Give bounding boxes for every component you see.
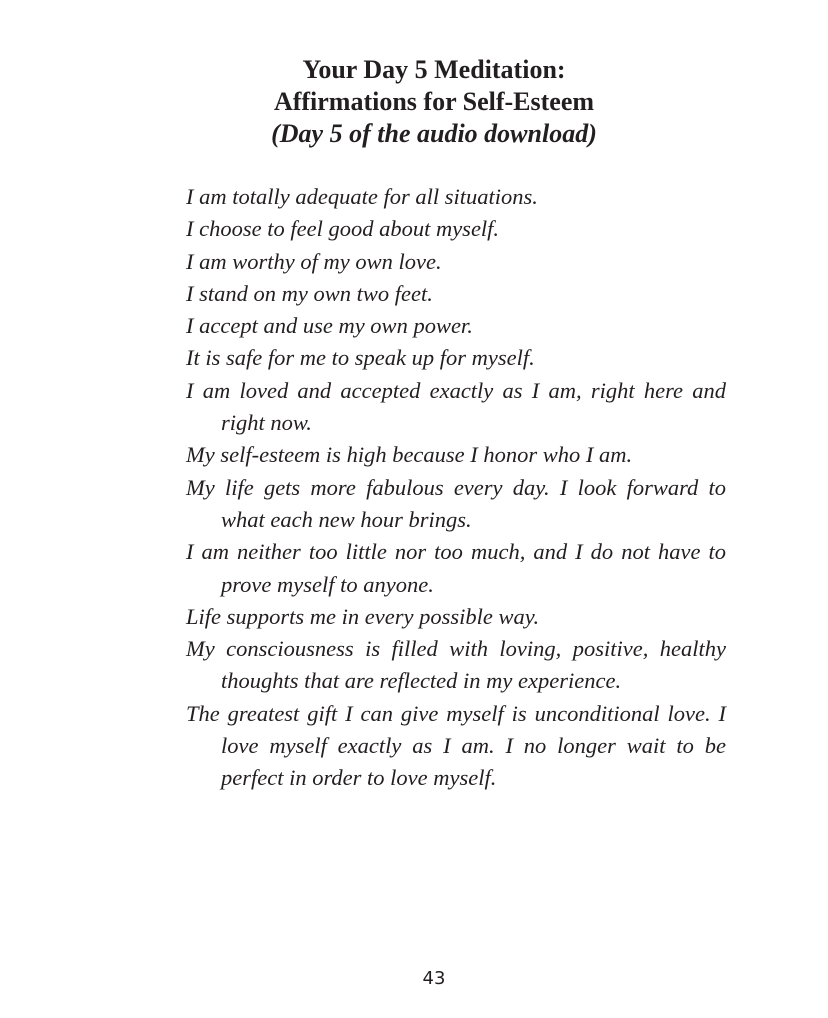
page-title-block: [0, 54, 828, 150]
affirmation: I am neither too little nor too much, and I do not have to prove myself to anyone.: [186, 539, 726, 597]
affirmation: I am totally adequate for all situations.: [186, 184, 538, 209]
page-subtitle-note: (Day 5 of the audio download): [271, 119, 597, 148]
affirmation: I accept and use my own power.: [186, 313, 473, 339]
affirmation: The greatest gift I can give myself is unconditional love. I love myself exactly as I am. I no longer wait to be perfect in order to love myself.: [186, 700, 726, 791]
affirmation: My life gets more fabulous every day. I look forward to what each new hour brings.: [186, 474, 726, 532]
affirmation: I am worthy of my own love.: [186, 248, 442, 274]
affirmation: It is safe for me to speak up for myself.: [186, 345, 535, 371]
page-subtitle: Affirmations for Self-Esteem: [273, 87, 595, 116]
affirmations-list: [186, 181, 726, 795]
affirmation: I choose to feel good about myself.: [186, 216, 500, 242]
affirmation: My self-esteem is high because I honor who I am.: [186, 442, 633, 468]
page-title: Your Day 5 Meditation:: [302, 55, 566, 84]
affirmation: I stand on my own two feet.: [186, 280, 433, 306]
affirmation: I am loved and accepted exactly as I am, right here and right now.: [186, 377, 726, 436]
affirmation: Life supports me in every possible way.: [186, 603, 540, 629]
page-number: 43: [422, 968, 446, 989]
affirmation: My consciousness is filled with loving, positive, healthy thoughts that are reflected in my experience.: [186, 636, 726, 694]
